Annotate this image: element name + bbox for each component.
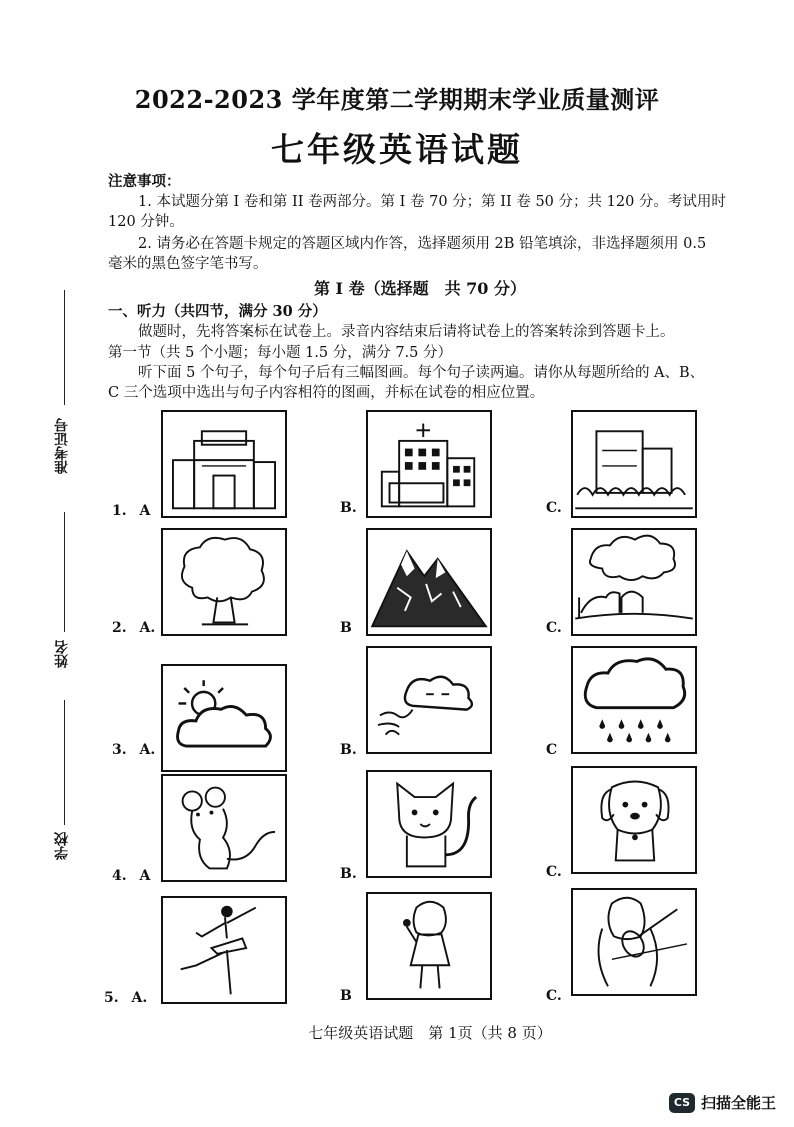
picture-hospital[interactable]	[366, 410, 492, 518]
picture-sunny-cloudy[interactable]	[161, 664, 287, 772]
scanner-name: 扫描全能王	[700, 1094, 776, 1112]
option-label: B.	[340, 866, 357, 882]
library-icon	[573, 412, 695, 516]
notice-item-2-cont: 毫米的黑色签字笔书写。	[108, 256, 268, 272]
option-label: B.	[340, 742, 357, 758]
bank-icon	[163, 412, 285, 516]
binding-line	[64, 512, 65, 632]
picture-farm[interactable]	[571, 528, 697, 636]
tree-icon	[163, 530, 285, 634]
mountain-icon	[368, 530, 490, 634]
question-number: 1.	[112, 503, 127, 519]
ballet-icon	[163, 898, 285, 1002]
picture-mountain[interactable]	[366, 528, 492, 636]
side-label-school: 学校	[54, 832, 70, 860]
option-label: A	[139, 503, 151, 519]
part-title: 一、听力（共四节，满分 30 分）	[108, 303, 327, 320]
question-number: 5.	[104, 990, 119, 1006]
picture-mouse[interactable]	[161, 774, 287, 882]
picture-library[interactable]	[571, 410, 697, 518]
binding-line	[64, 700, 65, 825]
farm-icon	[573, 530, 695, 634]
picture-dog[interactable]	[571, 766, 697, 874]
picture-tree[interactable]	[161, 528, 287, 636]
volume-title: 第 I 卷（选择题 共 70 分）	[313, 279, 527, 298]
side-label-exam-no: 准考证号	[54, 418, 70, 474]
question-number: 4.	[112, 868, 127, 884]
option-label: C.	[546, 500, 562, 516]
exam-subject-title: 七年级英语试题	[271, 130, 523, 169]
picture-singer[interactable]	[366, 892, 492, 1000]
wind-icon	[368, 648, 490, 752]
option-label: C	[546, 742, 558, 758]
option-label: B.	[340, 500, 357, 516]
hospital-icon	[368, 412, 490, 516]
mouse-icon	[163, 776, 285, 880]
picture-ballet-dancer[interactable]	[161, 896, 287, 1004]
section-title: 第一节（共 5 个小题；每小题 1.5 分，满分 7.5 分）	[108, 345, 452, 361]
binding-line	[64, 290, 65, 405]
side-label-name: 姓名	[54, 640, 70, 668]
notice-item-2: 2. 请务必在答题卡规定的答题区域内作答，选择题须用 2B 铅笔填涂，非选择题须用 0.5	[138, 236, 707, 252]
page-footer: 七年级英语试题 第 1页（共 8 页）	[308, 1024, 552, 1042]
notice-item-1-cont: 120 分钟。	[108, 214, 184, 230]
option-label: A.	[139, 620, 156, 636]
rain-icon	[573, 648, 695, 752]
option-label: A	[139, 868, 151, 884]
notice-item-1: 1. 本试题分第 I 卷和第 II 卷两部分。第 I 卷 70 分；第 II 卷 50 分；共 120 分。考试用时	[138, 194, 726, 210]
picture-bank[interactable]	[161, 410, 287, 518]
picture-rainy[interactable]	[571, 646, 697, 754]
section-direction: 听下面 5 个句子，每个句子后有三幅图画。每个句子读两遍。请你从每题所给的 A、B、	[138, 365, 705, 381]
violin-icon	[573, 890, 695, 994]
notice-heading: 注意事项：	[108, 173, 181, 190]
picture-cat[interactable]	[366, 770, 492, 878]
question-number: 3.	[112, 742, 127, 758]
option-label: B	[340, 988, 352, 1004]
option-label: B	[340, 620, 352, 636]
exam-term-title: 2022-2023 学年度第二学期期末学业质量测评	[134, 85, 660, 114]
option-label: A.	[139, 742, 156, 758]
scanner-watermark	[669, 1092, 776, 1113]
option-label: C.	[546, 988, 562, 1004]
question-number: 2.	[112, 620, 127, 636]
part-instruction: 做题时，先将答案标在试卷上。录音内容结束后请将试卷上的答案转涂到答题卡上。	[138, 324, 675, 340]
cat-icon	[368, 772, 490, 876]
singer-icon	[368, 894, 490, 998]
picture-violinist[interactable]	[571, 888, 697, 996]
dog-icon	[573, 768, 695, 872]
option-label: C.	[546, 864, 562, 880]
option-label: C.	[546, 620, 562, 636]
option-label: A.	[131, 990, 148, 1006]
section-direction-cont: C 三个选项中选出与句子内容相符的图画，并标在试卷的相应位置。	[108, 385, 545, 401]
sun-cloud-icon	[163, 666, 285, 770]
picture-windy[interactable]	[366, 646, 492, 754]
camscanner-logo-icon: CS	[669, 1093, 695, 1113]
